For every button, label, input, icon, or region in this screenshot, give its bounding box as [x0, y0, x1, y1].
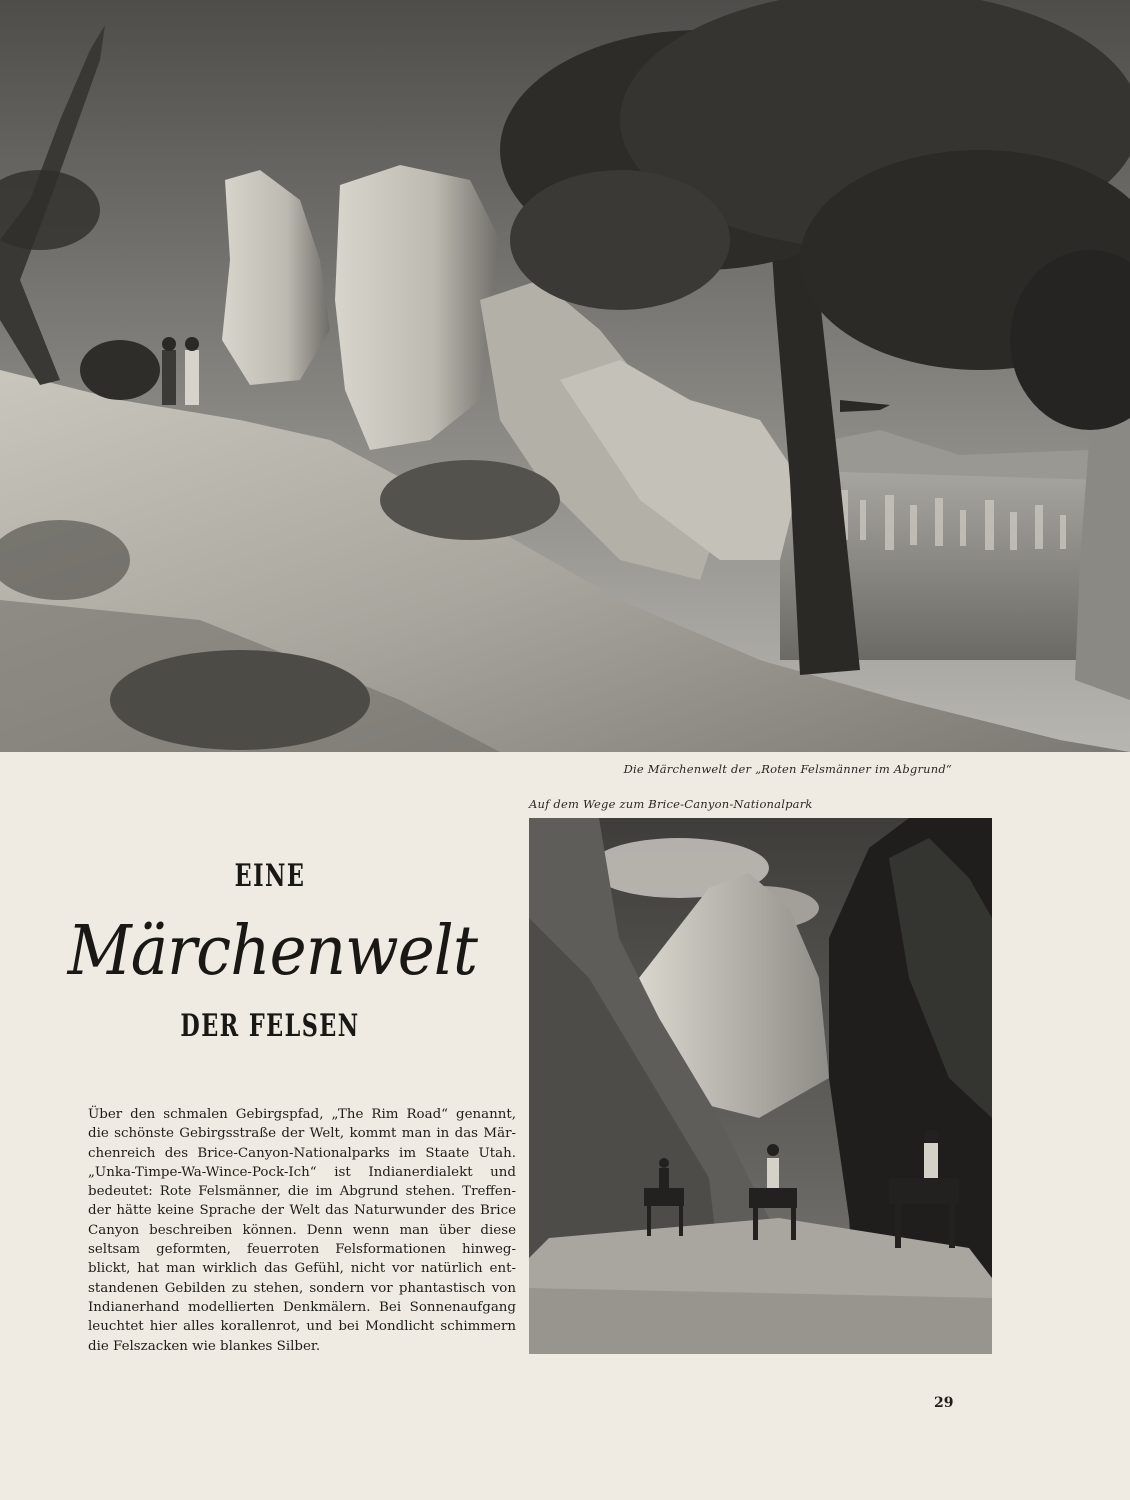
body-line: „Unka-Timpe-Wa-Wince-Pock-Ich“ ist Indianerdialekt und [88, 1164, 516, 1180]
body-line: Canyon beschreiben können. Denn wenn man über diese [88, 1222, 516, 1238]
body-line: Indianerhand modellierten Denkmälern. Bei Sonnenaufgang [88, 1299, 516, 1315]
canyon-riders-photo [529, 818, 992, 1354]
title-line-der-felsen: DER FELSEN [180, 1008, 360, 1044]
body-line: der hätte keine Sprache der Welt das Naturwunder des Brice [88, 1203, 516, 1219]
article-body [88, 1105, 516, 1356]
body-line: Über den schmalen Gebirgspfad, „The Rim Road“ genannt, [88, 1107, 516, 1122]
title-line-eine: EINE [234, 858, 306, 894]
top-photo-caption: Die Märchenwelt der „Roten Felsmänner im Abgrund“ [623, 762, 952, 776]
body-line: leuchtet hier alles korallenrot, und bei Mondlicht schimmern [88, 1319, 516, 1335]
body-line: bedeutet: Rote Felsmänner, die im Abgrund stehen. Treffen- [88, 1184, 516, 1200]
page-number: 29 [934, 1395, 954, 1411]
title-line-maerchenwelt: Märchenwelt [67, 912, 478, 991]
small-photo-caption: Auf dem Wege zum Brice-Canyon-Nationalpark [529, 797, 813, 811]
body-line: blickt, hat man wirklich das Gefühl, nicht vor natürlich ent- [88, 1261, 516, 1277]
small-photo [529, 818, 992, 1354]
body-line: standenen Gebilden zu stehen, sondern vor phantastisch von [88, 1280, 516, 1296]
body-line: seltsam geformten, feuerroten Felsformationen hinweg- [88, 1242, 516, 1258]
body-line: chenreich des Brice-Canyon-Nationalparks im Staate Utah. [88, 1145, 516, 1161]
body-line: die schönste Gebirgsstraße der Welt, kommt man in das Mär- [88, 1126, 516, 1142]
body-line: die Felszacken wie blankes Silber. [88, 1338, 321, 1354]
